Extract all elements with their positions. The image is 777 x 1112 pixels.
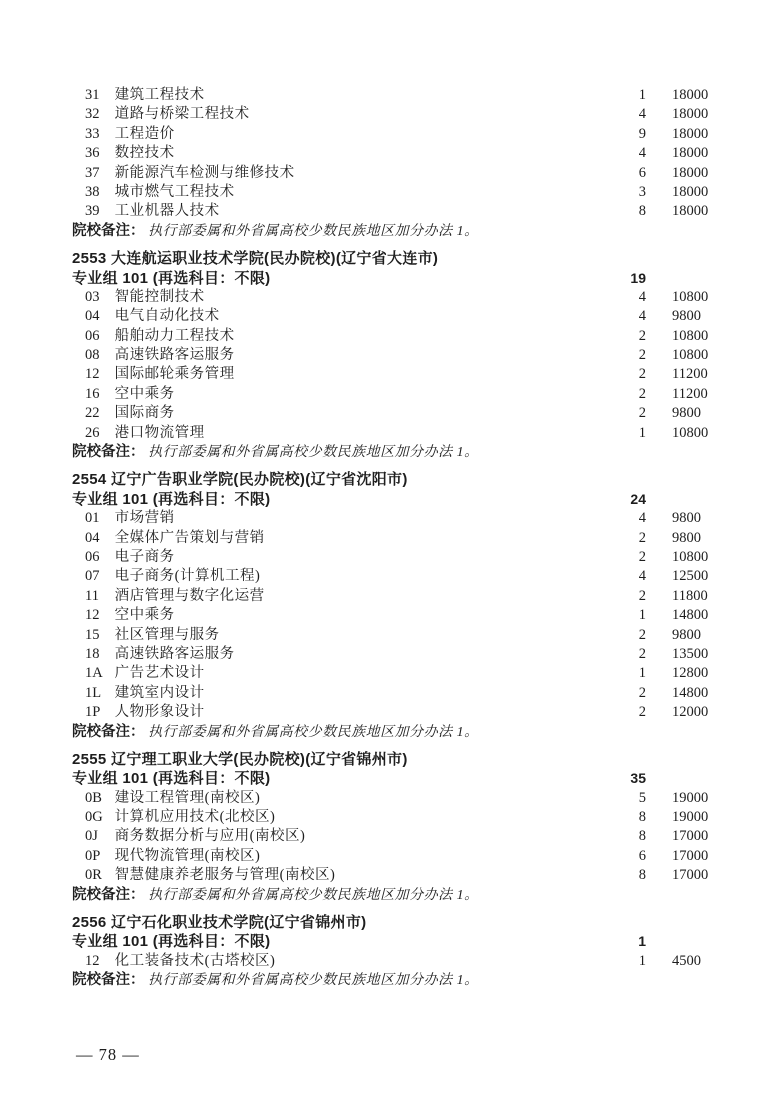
- program-code: 0P: [85, 847, 101, 864]
- program-fee: 10800: [672, 548, 709, 565]
- program-row: [0, 626, 777, 645]
- program-fee: 18000: [672, 203, 709, 220]
- school-header: 2554 辽宁广告职业学院(民办院校)(辽宁省沈阳市): [72, 471, 408, 489]
- program-code: 33: [85, 125, 100, 142]
- program-row: [0, 847, 777, 866]
- program-code: 03: [85, 288, 100, 305]
- program-code: 06: [85, 327, 100, 344]
- program-code: 38: [85, 183, 100, 200]
- program-code: 22: [85, 405, 100, 422]
- program-quota: 4: [638, 145, 646, 162]
- program-row: [0, 385, 777, 404]
- program-code: 04: [85, 529, 100, 546]
- major-group-label: 专业组 101 (再选科目：不限): [72, 770, 271, 788]
- program-name: 国际邮轮乘务管理: [114, 366, 235, 383]
- remark-text: 执行部委属和外省属高校少数民族地区加分办法 1。: [148, 724, 479, 740]
- program-code: 12: [85, 366, 100, 383]
- program-row: [0, 424, 777, 443]
- program-quota: 2: [638, 366, 646, 383]
- page-number-footer: — 78 —: [76, 1045, 140, 1064]
- program-fee: 9800: [672, 510, 701, 527]
- program-quota: 9: [638, 125, 646, 142]
- program-code: 1P: [85, 704, 101, 721]
- program-name: 电子商务: [114, 548, 175, 565]
- program-fee: 11200: [672, 385, 708, 402]
- program-row: [0, 86, 777, 105]
- program-fee: 17000: [672, 867, 709, 884]
- program-fee: 4500: [672, 952, 701, 969]
- program-name: 商务数据分析与应用(南校区): [114, 828, 306, 845]
- remark-text: 执行部委属和外省属高校少数民族地区加分办法 1。: [148, 973, 479, 989]
- program-row: [0, 664, 777, 683]
- program-quota: 2: [638, 327, 646, 344]
- program-quota: 1: [638, 665, 646, 682]
- program-fee: 19000: [672, 809, 709, 826]
- program-code: 36: [85, 145, 100, 162]
- program-quota: 2: [638, 587, 646, 604]
- remark-label: 院校备注：: [72, 444, 145, 461]
- program-code: 12: [85, 607, 100, 624]
- program-quota: 2: [638, 626, 646, 643]
- school-section: [0, 750, 777, 905]
- program-quota: 4: [638, 308, 646, 325]
- program-name: 化工装备技术(古塔校区): [114, 952, 276, 969]
- program-rows: [0, 509, 777, 722]
- program-name: 全媒体广告策划与营销: [114, 529, 265, 546]
- program-fee: 10800: [672, 347, 709, 364]
- program-fee: 18000: [672, 164, 709, 181]
- program-fee: 9800: [672, 529, 701, 546]
- program-fee: 19000: [672, 789, 709, 806]
- program-name: 工程造价: [114, 125, 175, 142]
- program-code: 39: [85, 203, 100, 220]
- program-row: [0, 866, 777, 885]
- program-code: 15: [85, 626, 100, 643]
- program-fee: 18000: [672, 106, 709, 123]
- program-row: [0, 202, 777, 221]
- program-quota: 4: [638, 106, 646, 123]
- remark-line: [0, 443, 777, 462]
- program-code: 0G: [85, 809, 103, 826]
- program-rows: [0, 789, 777, 886]
- program-quota: 8: [638, 809, 646, 826]
- program-code: 11: [85, 587, 99, 604]
- major-group-total: 35: [630, 770, 646, 787]
- major-group-line: [0, 769, 777, 788]
- admission-plan-table: [0, 86, 777, 999]
- program-code: 0R: [85, 867, 102, 884]
- program-code: 0J: [85, 828, 98, 845]
- program-name: 市场营销: [114, 510, 175, 527]
- program-fee: 13500: [672, 645, 709, 662]
- program-fee: 18000: [672, 125, 709, 142]
- major-group-total: 19: [630, 269, 646, 286]
- program-row: [0, 105, 777, 124]
- program-code: 18: [85, 645, 100, 662]
- program-rows: [0, 952, 777, 971]
- program-row: [0, 183, 777, 202]
- program-fee: 17000: [672, 828, 709, 845]
- program-row: [0, 529, 777, 548]
- program-row: [0, 144, 777, 163]
- program-rows: [0, 86, 777, 222]
- program-code: 1A: [85, 665, 103, 682]
- school-section: [0, 86, 777, 241]
- program-fee: 14800: [672, 607, 709, 624]
- major-group-label: 专业组 101 (再选科目：不限): [72, 933, 271, 951]
- program-fee: 10800: [672, 327, 709, 344]
- program-name: 计算机应用技术(北校区): [114, 809, 276, 826]
- program-quota: 2: [638, 529, 646, 546]
- program-fee: 9800: [672, 308, 701, 325]
- program-quota: 1: [638, 952, 646, 969]
- program-rows: [0, 288, 777, 443]
- program-name: 数控技术: [114, 145, 175, 162]
- program-name: 船舶动力工程技术: [114, 327, 235, 344]
- program-code: 37: [85, 164, 100, 181]
- program-code: 12: [85, 952, 100, 969]
- program-row: [0, 789, 777, 808]
- program-row: [0, 684, 777, 703]
- program-fee: 12800: [672, 665, 709, 682]
- major-group-line: [0, 932, 777, 951]
- program-name: 空中乘务: [114, 607, 175, 624]
- program-name: 国际商务: [114, 405, 175, 422]
- program-quota: 1: [638, 607, 646, 624]
- program-quota: 8: [638, 828, 646, 845]
- program-name: 电气自动化技术: [114, 308, 220, 325]
- remark-label: 院校备注：: [72, 972, 145, 989]
- program-name: 港口物流管理: [114, 424, 205, 441]
- program-row: [0, 645, 777, 664]
- program-quota: 2: [638, 405, 646, 422]
- program-code: 04: [85, 308, 100, 325]
- program-name: 建筑室内设计: [114, 684, 205, 701]
- program-name: 现代物流管理(南校区): [114, 847, 261, 864]
- major-group-label: 专业组 101 (再选科目：不限): [72, 490, 271, 508]
- major-group-total: 1: [638, 933, 646, 950]
- program-quota: 2: [638, 385, 646, 402]
- remark-line: [0, 723, 777, 742]
- school-section: [0, 249, 777, 462]
- program-fee: 12000: [672, 704, 709, 721]
- program-fee: 14800: [672, 684, 709, 701]
- program-fee: 18000: [672, 145, 709, 162]
- program-fee: 11200: [672, 366, 708, 383]
- program-quota: 2: [638, 347, 646, 364]
- program-code: 08: [85, 347, 100, 364]
- program-quota: 6: [638, 164, 646, 181]
- program-row: [0, 404, 777, 423]
- program-name: 新能源汽车检测与维修技术: [114, 164, 295, 181]
- program-quota: 2: [638, 548, 646, 565]
- program-fee: 9800: [672, 626, 701, 643]
- remark-line: [0, 886, 777, 905]
- program-name: 建设工程管理(南校区): [114, 789, 261, 806]
- program-quota: 2: [638, 684, 646, 701]
- program-name: 酒店管理与数字化运营: [114, 587, 265, 604]
- remark-text: 执行部委属和外省属高校少数民族地区加分办法 1。: [148, 445, 479, 461]
- program-fee: 9800: [672, 405, 701, 422]
- program-name: 电子商务(计算机工程): [114, 568, 261, 585]
- program-quota: 4: [638, 568, 646, 585]
- program-quota: 1: [638, 87, 646, 103]
- program-row: [0, 164, 777, 183]
- program-quota: 8: [638, 867, 646, 884]
- program-fee: 18000: [672, 87, 709, 103]
- program-name: 空中乘务: [114, 385, 175, 402]
- program-name: 城市燃气工程技术: [114, 183, 235, 200]
- program-code: 0B: [85, 789, 102, 806]
- school-section: [0, 913, 777, 991]
- program-quota: 6: [638, 847, 646, 864]
- program-fee: 11800: [672, 587, 708, 604]
- program-row: [0, 952, 777, 971]
- program-name: 建筑工程技术: [114, 87, 205, 103]
- program-fee: 18000: [672, 183, 709, 200]
- program-row: [0, 703, 777, 722]
- program-row: [0, 365, 777, 384]
- program-code: 31: [85, 87, 100, 103]
- program-code: 16: [85, 385, 100, 402]
- program-row: [0, 827, 777, 846]
- major-group-line: [0, 490, 777, 509]
- remark-label: 院校备注：: [72, 723, 145, 740]
- program-fee: 10800: [672, 424, 709, 441]
- remark-text: 执行部委属和外省属高校少数民族地区加分办法 1。: [148, 887, 479, 903]
- school-header: 2556 辽宁石化职业技术学院(辽宁省锦州市): [72, 914, 367, 932]
- program-code: 1L: [85, 684, 102, 701]
- program-quota: 3: [638, 183, 646, 200]
- school-header: 2553 大连航运职业技术学院(民办院校)(辽宁省大连市): [72, 250, 439, 268]
- program-row: [0, 327, 777, 346]
- program-quota: 4: [638, 510, 646, 527]
- program-name: 广告艺术设计: [114, 665, 205, 682]
- remark-label: 院校备注：: [72, 886, 145, 903]
- program-fee: 10800: [672, 288, 709, 305]
- program-name: 高速铁路客运服务: [114, 347, 235, 364]
- program-code: 06: [85, 548, 100, 565]
- program-row: [0, 346, 777, 365]
- program-row: [0, 606, 777, 625]
- major-group-total: 24: [630, 490, 646, 507]
- program-name: 社区管理与服务: [114, 626, 220, 643]
- program-name: 道路与桥梁工程技术: [114, 106, 250, 123]
- program-quota: 1: [638, 424, 646, 441]
- program-quota: 2: [638, 645, 646, 662]
- program-row: [0, 808, 777, 827]
- program-row: [0, 567, 777, 586]
- program-code: 07: [85, 568, 100, 585]
- remark-line: [0, 971, 777, 990]
- program-fee: 17000: [672, 847, 709, 864]
- major-group-label: 专业组 101 (再选科目：不限): [72, 269, 271, 287]
- program-fee: 12500: [672, 568, 709, 585]
- major-group-line: [0, 269, 777, 288]
- program-code: 01: [85, 510, 100, 527]
- program-quota: 8: [638, 203, 646, 220]
- program-row: [0, 125, 777, 144]
- program-name: 智慧健康养老服务与管理(南校区): [114, 867, 336, 884]
- program-code: 26: [85, 424, 100, 441]
- program-row: [0, 587, 777, 606]
- remark-line: [0, 222, 777, 241]
- school-header: 2555 辽宁理工职业大学(民办院校)(辽宁省锦州市): [72, 750, 408, 768]
- program-row: [0, 307, 777, 326]
- program-quota: 5: [638, 789, 646, 806]
- program-code: 32: [85, 106, 100, 123]
- remark-label: 院校备注：: [72, 222, 145, 239]
- program-quota: 2: [638, 704, 646, 721]
- program-row: [0, 288, 777, 307]
- remark-text: 执行部委属和外省属高校少数民族地区加分办法 1。: [148, 223, 479, 239]
- program-name: 人物形象设计: [114, 704, 205, 721]
- program-row: [0, 548, 777, 567]
- program-row: [0, 509, 777, 528]
- program-quota: 4: [638, 288, 646, 305]
- school-section: [0, 470, 777, 741]
- program-name: 高速铁路客运服务: [114, 645, 235, 662]
- program-name: 工业机器人技术: [114, 203, 220, 220]
- program-name: 智能控制技术: [114, 288, 205, 305]
